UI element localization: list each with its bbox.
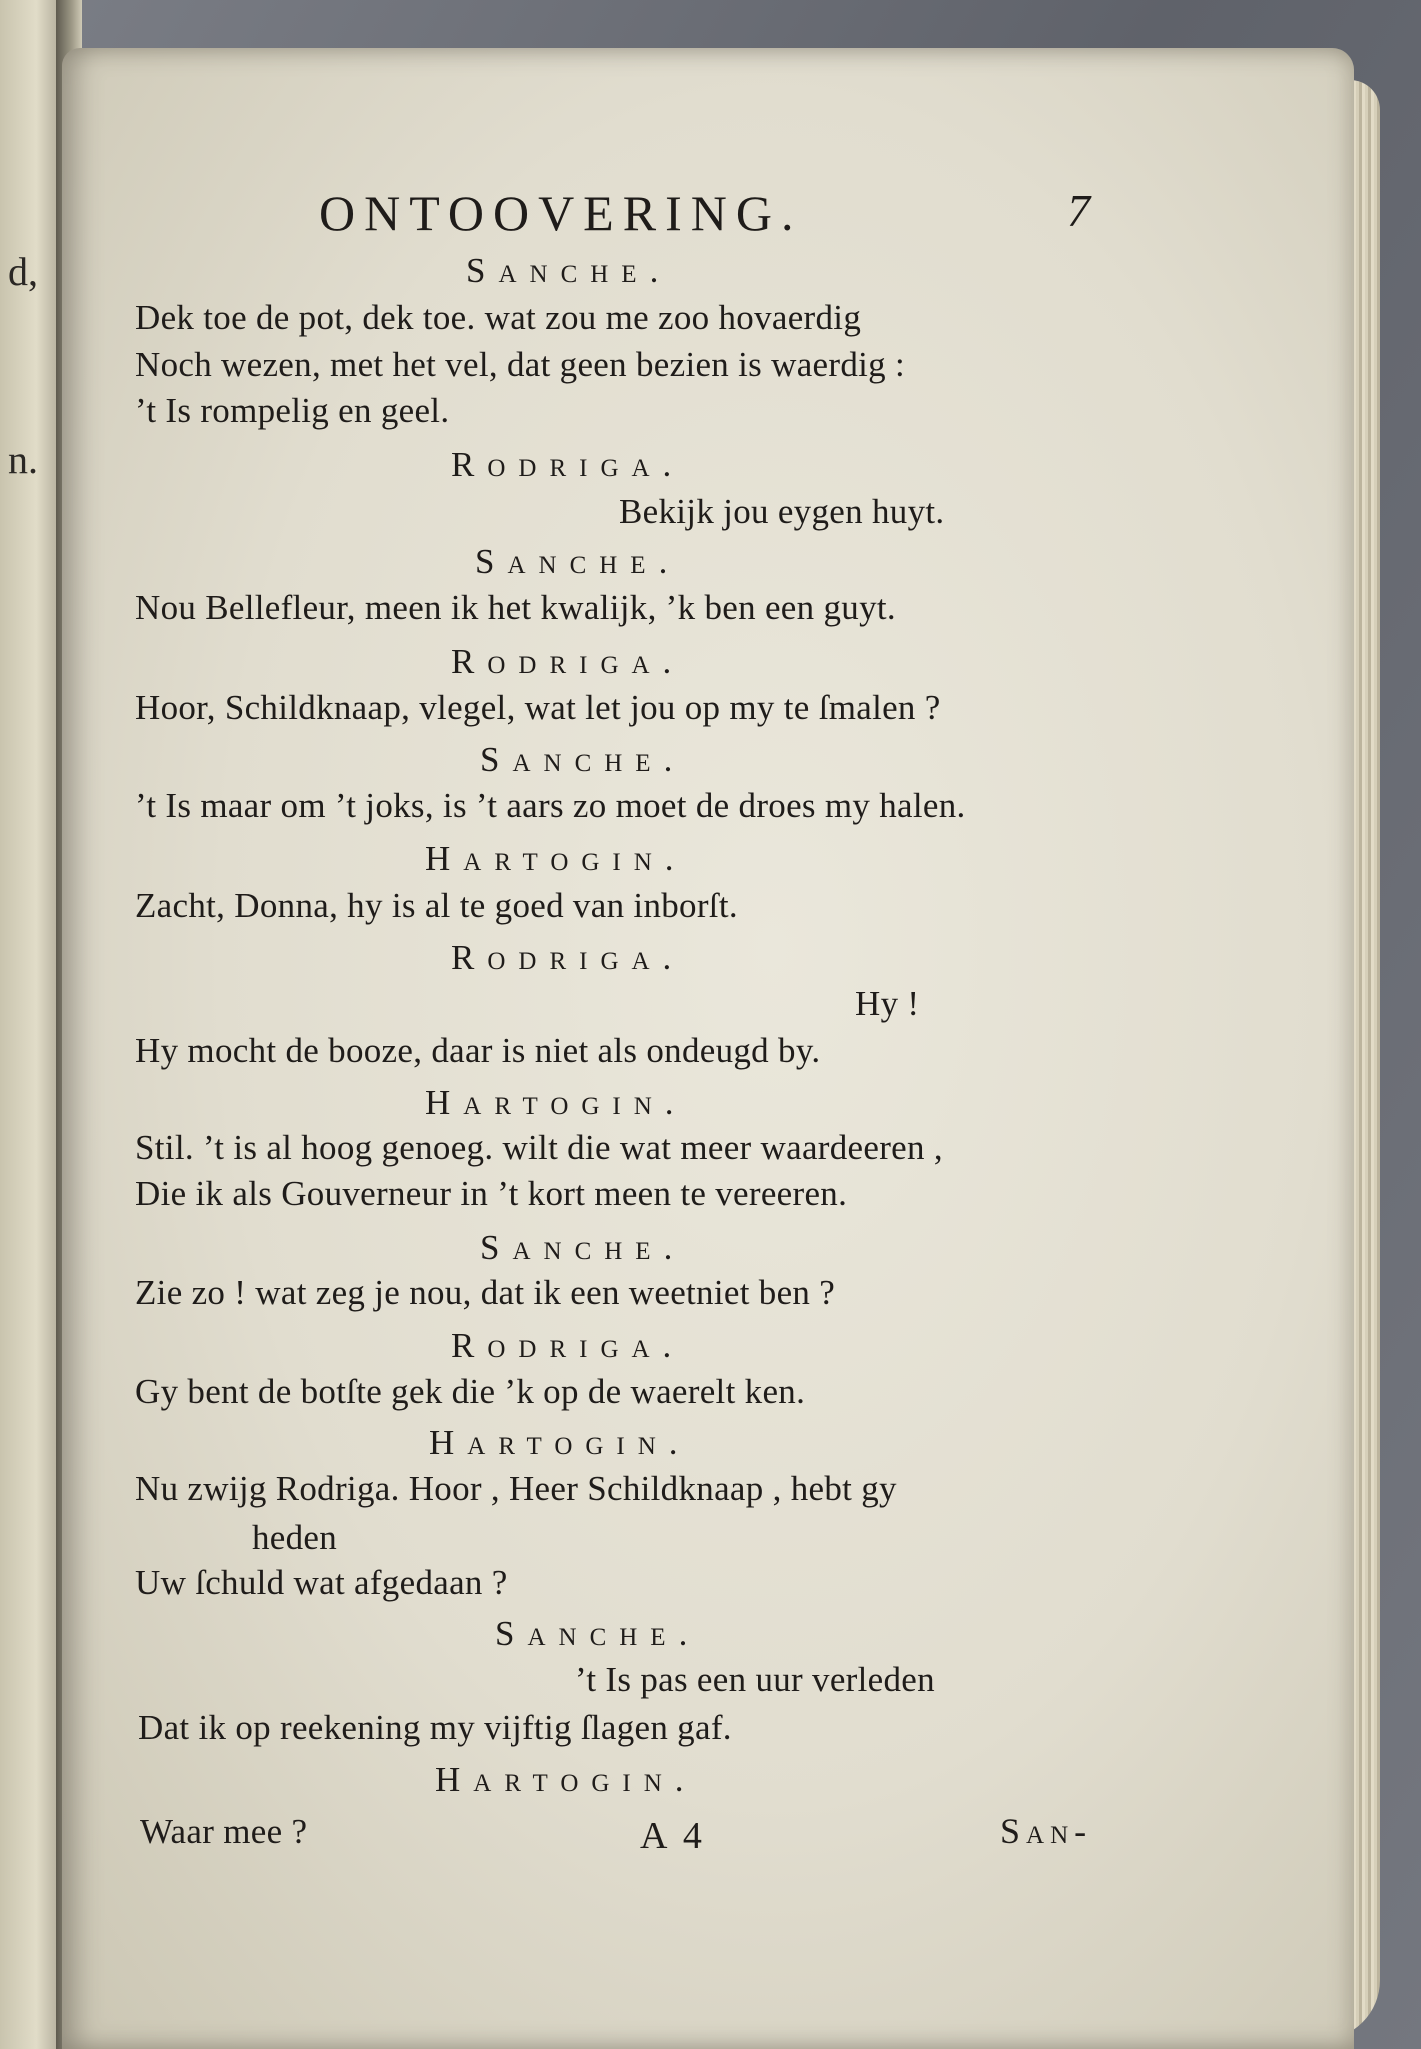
verse-line: Hoor, Schildknaap, vlegel, wat let jou op my te ſmalen ? (135, 688, 941, 727)
verse-line: Bekijk jou eygen huyt. (619, 492, 945, 531)
running-header: ONTOOVERING. (319, 185, 803, 241)
speaker-name: Sanche. (475, 542, 681, 581)
catchword: San- (1000, 1811, 1093, 1851)
verse-line: Gy bent de botſte gek die ’k op de waerelt ken. (135, 1372, 806, 1411)
speaker-name: Rodriga. (451, 642, 685, 681)
verse-line: Die ik als Gouverneur in ’t kort meen te vereeren. (135, 1174, 848, 1213)
left-page-fragment: n. (8, 437, 38, 482)
verse-line: Uw ſchuld wat afgedaan ? (135, 1563, 508, 1602)
verse-line: Dat ik op reekening my vijftig ſlagen gaf. (138, 1708, 732, 1747)
verse-line: Nu zwijg Rodriga. Hoor , Heer Schildknaap , hebt gy (135, 1469, 897, 1508)
speaker-name: Rodriga. (451, 938, 685, 977)
verse-line: Waar mee ? (140, 1812, 308, 1851)
speaker-name: Rodriga. (451, 1326, 685, 1365)
verse-line: ’t Is rompelig en geel. (135, 391, 450, 430)
signature-mark: A 4 (640, 1815, 706, 1857)
verse-line: Nou Bellefleur, meen ik het kwalijk, ’k ben een guyt. (135, 588, 896, 627)
verse-line: ’t Is maar om ’t joks, is ’t aars zo moet de droes my halen. (135, 786, 966, 825)
speaker-name: Sanche. (466, 251, 672, 290)
page-number: 7 (1067, 185, 1090, 236)
speaker-name: Hartogin. (429, 1423, 691, 1462)
verse-line: Stil. ’t is al hoog genoeg. wilt die wat meer waardeeren , (135, 1128, 943, 1167)
speaker-name: Sanche. (480, 1228, 686, 1267)
speaker-name: Sanche. (480, 740, 686, 779)
speaker-name: Hartogin. (435, 1760, 697, 1799)
speaker-name: Hartogin. (425, 839, 687, 878)
verse-line: heden (252, 1518, 338, 1557)
verse-line: Hy mocht de booze, daar is niet als ondeugd by. (135, 1031, 821, 1070)
verse-line: Dek toe de pot, dek toe. wat zou me zoo hovaerdig (135, 298, 862, 337)
speaker-name: Hartogin. (425, 1083, 687, 1122)
verse-line: Noch wezen, met het vel, dat geen bezien is waerdig : (135, 345, 906, 384)
verse-line: ’t Is pas een uur verleden (575, 1660, 935, 1699)
verse-line: Zie zo ! wat zeg je nou, dat ik een weetniet ben ? (135, 1273, 836, 1312)
verse-line: Hy ! (855, 984, 920, 1023)
book-page (62, 48, 1354, 2049)
speaker-name: Rodriga. (451, 445, 685, 484)
verse-line: Zacht, Donna, hy is al te goed van inborſt. (135, 886, 738, 925)
speaker-name: Sanche. (495, 1614, 701, 1653)
left-page-fragment: d, (8, 249, 38, 294)
